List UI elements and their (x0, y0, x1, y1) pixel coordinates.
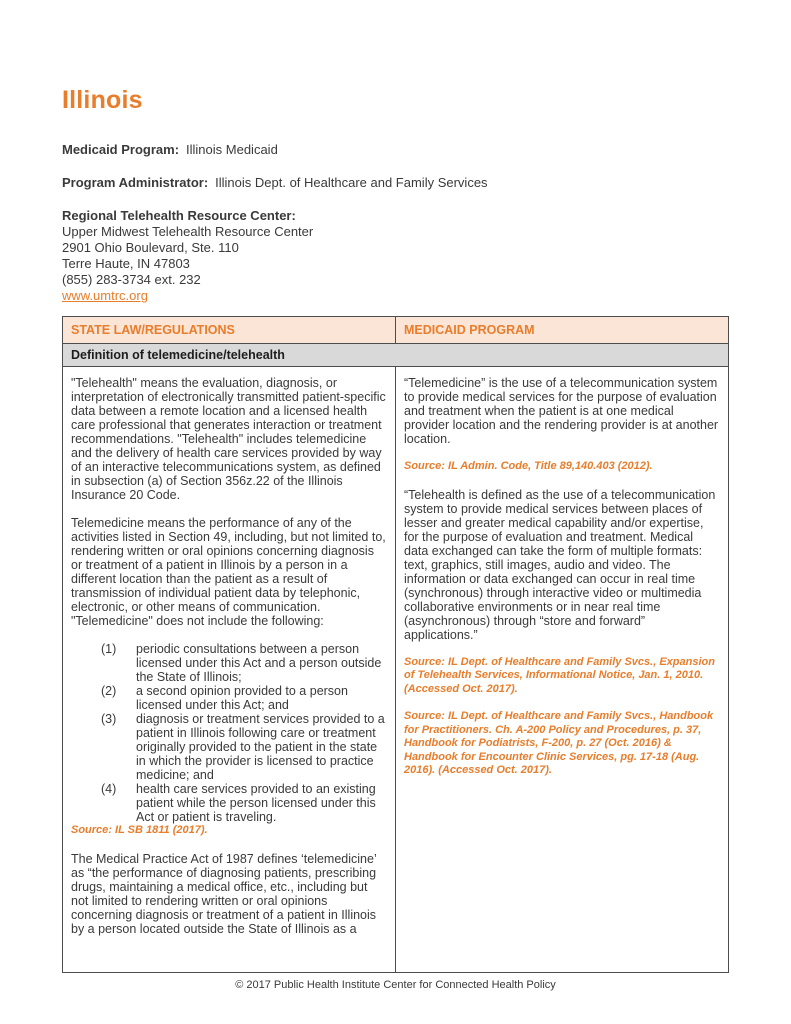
list-item-text: health care services provided to an existing patient while the person licensed under this Act or patient is traveling. (136, 782, 376, 824)
medicaid-source-1: Source: IL Admin. Code, Title 89,140.403 (2012). (404, 460, 653, 472)
section-title-definition: Definition of telemedicine/telehealth (63, 344, 729, 367)
list-item-number: (1) (101, 642, 117, 656)
column-header-state-law: STATE LAW/REGULATIONS (63, 317, 396, 344)
medicaid-source-3: Source: IL Dept. of Healthcare and Family Svcs., Handbook for Practitioners. Ch. A-200 Policy and Procedures, p. 37, Handbook for Podiatrists, F-200, p. 27 (Oct. 2016) & Handbook for Encounter Clinic Services, pg. 17-18 (Aug. 2016). (Accessed Oct. 2017). (404, 710, 714, 776)
program-administrator-label: Program Administrator: (62, 175, 209, 190)
list-item-number: (3) (101, 712, 117, 726)
medicaid-para-2: “Telehealth is defined as the use of a telecommunication system to provide medical services between places of lesser and greater medical capability and/or expertise, for the purpose of evaluation and treatment. Medical data exchanged can take the form of multiple formats: text, graphics, still images, audio and video. The information or data exchanged can occur in real time (synchronous) through interactive video or multimedia collaborative environments or in near real time (asynchronous) through “store and forward” applications.” (404, 487, 716, 642)
medicaid-program-line (62, 142, 729, 157)
policy-table (62, 316, 729, 973)
list-item (101, 782, 387, 824)
medicaid-source-2: Source: IL Dept. of Healthcare and Family Svcs., Expansion of Telehealth Services, Informational Notice, Jan. 1, 2010. (Accessed Oct. 2017). (404, 655, 715, 695)
resource-center-address: 2901 Ohio Boulevard, Ste. 110 (62, 240, 239, 255)
state-law-para-3: The Medical Practice Act of 1987 defines ‘telemedicine’ as “the performance of diagnosing patients, prescribing drugs, maintaining a medical office, etc., including but not limited to rendering written or oral opinions concerning diagnosis or treatment of a patient in Illinois by a person located outside the State of Illinois as a (71, 851, 377, 936)
state-law-cell (63, 367, 396, 973)
list-item (101, 642, 387, 684)
list-item (101, 712, 387, 782)
list-item-number: (4) (101, 782, 117, 796)
state-law-source-1: Source: IL SB 1811 (2017). (71, 824, 208, 836)
section-header-row (63, 344, 729, 367)
list-item (101, 684, 387, 712)
resource-center-city: Terre Haute, IN 47803 (62, 256, 190, 271)
copyright-footer: © 2017 Public Health Institute Center for Connected Health Policy (235, 979, 556, 991)
list-item-text: periodic consultations between a person licensed under this Act and a person outside the State of Illinois; (136, 642, 382, 684)
resource-center-block (62, 208, 729, 304)
program-administrator-line (62, 175, 729, 190)
page-title: Illinois (62, 86, 143, 114)
medicaid-para-1: “Telemedicine” is the use of a telecommunication system to provide medical services for the purpose of evaluation and treatment when the patient is at one medical provider location and the rendering provider is at another location. (404, 376, 719, 446)
list-item-text: diagnosis or treatment services provided to a patient in Illinois following care or treatment originally provided to the patient in the state in which the provider is licensed to practice medicine; and (136, 712, 385, 782)
column-header-medicaid: MEDICAID PROGRAM (396, 317, 729, 344)
resource-center-heading: Regional Telehealth Resource Center: (62, 208, 296, 223)
table-body-row (63, 367, 729, 973)
medicaid-program-label: Medicaid Program: (62, 142, 180, 157)
resource-center-name: Upper Midwest Telehealth Resource Center (62, 224, 314, 239)
state-law-para-1: "Telehealth" means the evaluation, diagnosis, or interpretation of electronically transmitted patient-specific data between a remote location and a licensed health care professional that generates interaction or treatment recommendations. "Telehealth" includes telemedicine and the delivery of health care services provided by way of an interactive telecommunications system, as defined in subsection (a) of Section 356z.22 of the Illinois Insurance 20 Code. (71, 376, 386, 502)
list-item-text: a second opinion provided to a person licensed under this Act; and (136, 684, 348, 712)
resource-center-phone: (855) 283-3734 ext. 232 (62, 272, 201, 287)
telemedicine-exclusions-list (71, 642, 387, 824)
table-header-row (63, 317, 729, 344)
medicaid-program-value: Illinois Medicaid (186, 142, 278, 157)
state-law-para-2: Telemedicine means the performance of any of the activities listed in Section 49, including, but not limited to, rendering written or oral opinions concerning diagnosis or treatment of a patient in Illinois by a person in a different location than the patient as a result of transmission of individual patient data by telephonic, electronic, or other means of communication. "Telemedicine" does not include the following: (71, 516, 386, 628)
list-item-number: (2) (101, 684, 117, 698)
resource-center-link[interactable]: www.umtrc.org (62, 288, 148, 303)
program-administrator-value: Illinois Dept. of Healthcare and Family Services (215, 175, 488, 190)
medicaid-program-cell (396, 367, 729, 973)
